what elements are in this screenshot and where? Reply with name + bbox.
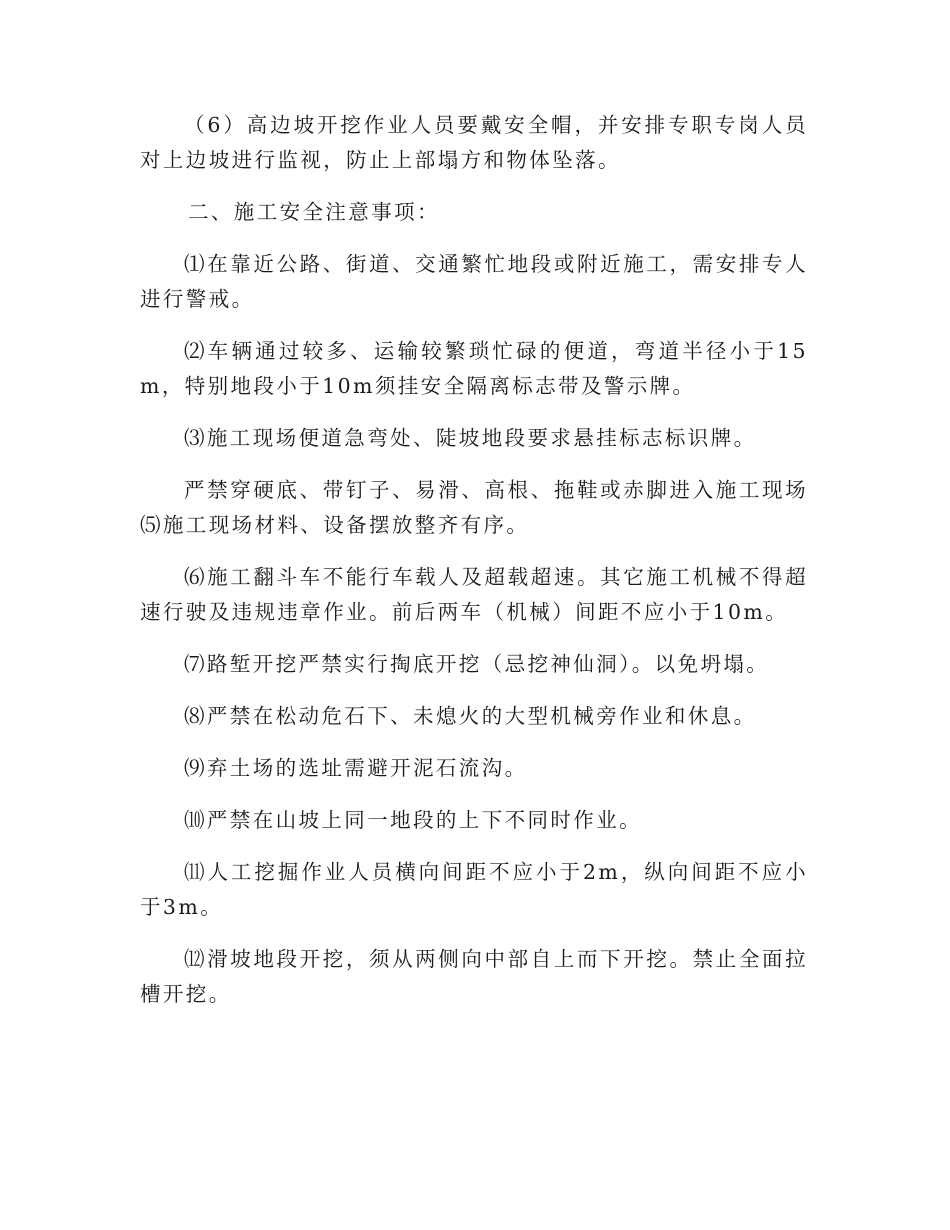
paragraph-item-10: ⑽严禁在山坡上同一地段的上下不同时作业。 [184,808,642,832]
paragraph-item-3: ⑶施工现场便道急弯处、陡坡地段要求悬挂标志标识牌。 [184,426,757,450]
paragraph-item-7: ⑺路堑开挖严禁实行掏底开挖（忌挖神仙洞）。以免坍塌。 [184,652,770,676]
document-body [140,108,808,1029]
paragraph-item-2: ⑵车辆通过较多、运输较繁琐忙碌的便道，弯道半径小于15m，特别地段小于10m须挂安全隔离标志带及警示牌。 [140,339,808,398]
paragraph-item-8: ⑻严禁在松动危石下、未熄火的大型机械旁作业和休息。 [184,704,757,728]
paragraph-item-9: ⑼弃土场的选址需避开泥石流沟。 [184,756,528,780]
section-heading-construction-safety: 二、施工安全注意事项： [188,200,440,224]
paragraph-high-slope-safety: （6）高边坡开挖作业人员要戴安全帽，并安排专职专岗人员对上边坡进行监视，防止上部塌方和物体坠落。 [140,113,808,172]
paragraph-item-11: ⑾人工挖掘作业人员横向间距不应小于2m，纵向间距不应小于3m。 [140,860,808,919]
paragraph-item-1: ⑴在靠近公路、街道、交通繁忙地段或附近施工，需安排专人进行警戒。 [140,252,808,311]
paragraph-item-6: ⑹施工翻斗车不能行车载人及超载超速。其它施工机械不得超速行驶及违规违章作业。前后两车（机械）间距不应小于10m。 [140,565,808,624]
paragraph-item-12: ⑿滑坡地段开挖，须从两侧向中部自上而下开挖。禁止全面拉槽开挖。 [140,947,808,1006]
paragraph-item-4-5: 严禁穿硬底、带钉子、易滑、高根、拖鞋或赤脚进入施工现场⑸施工现场材料、设备摆放整齐有序。 [140,478,808,537]
